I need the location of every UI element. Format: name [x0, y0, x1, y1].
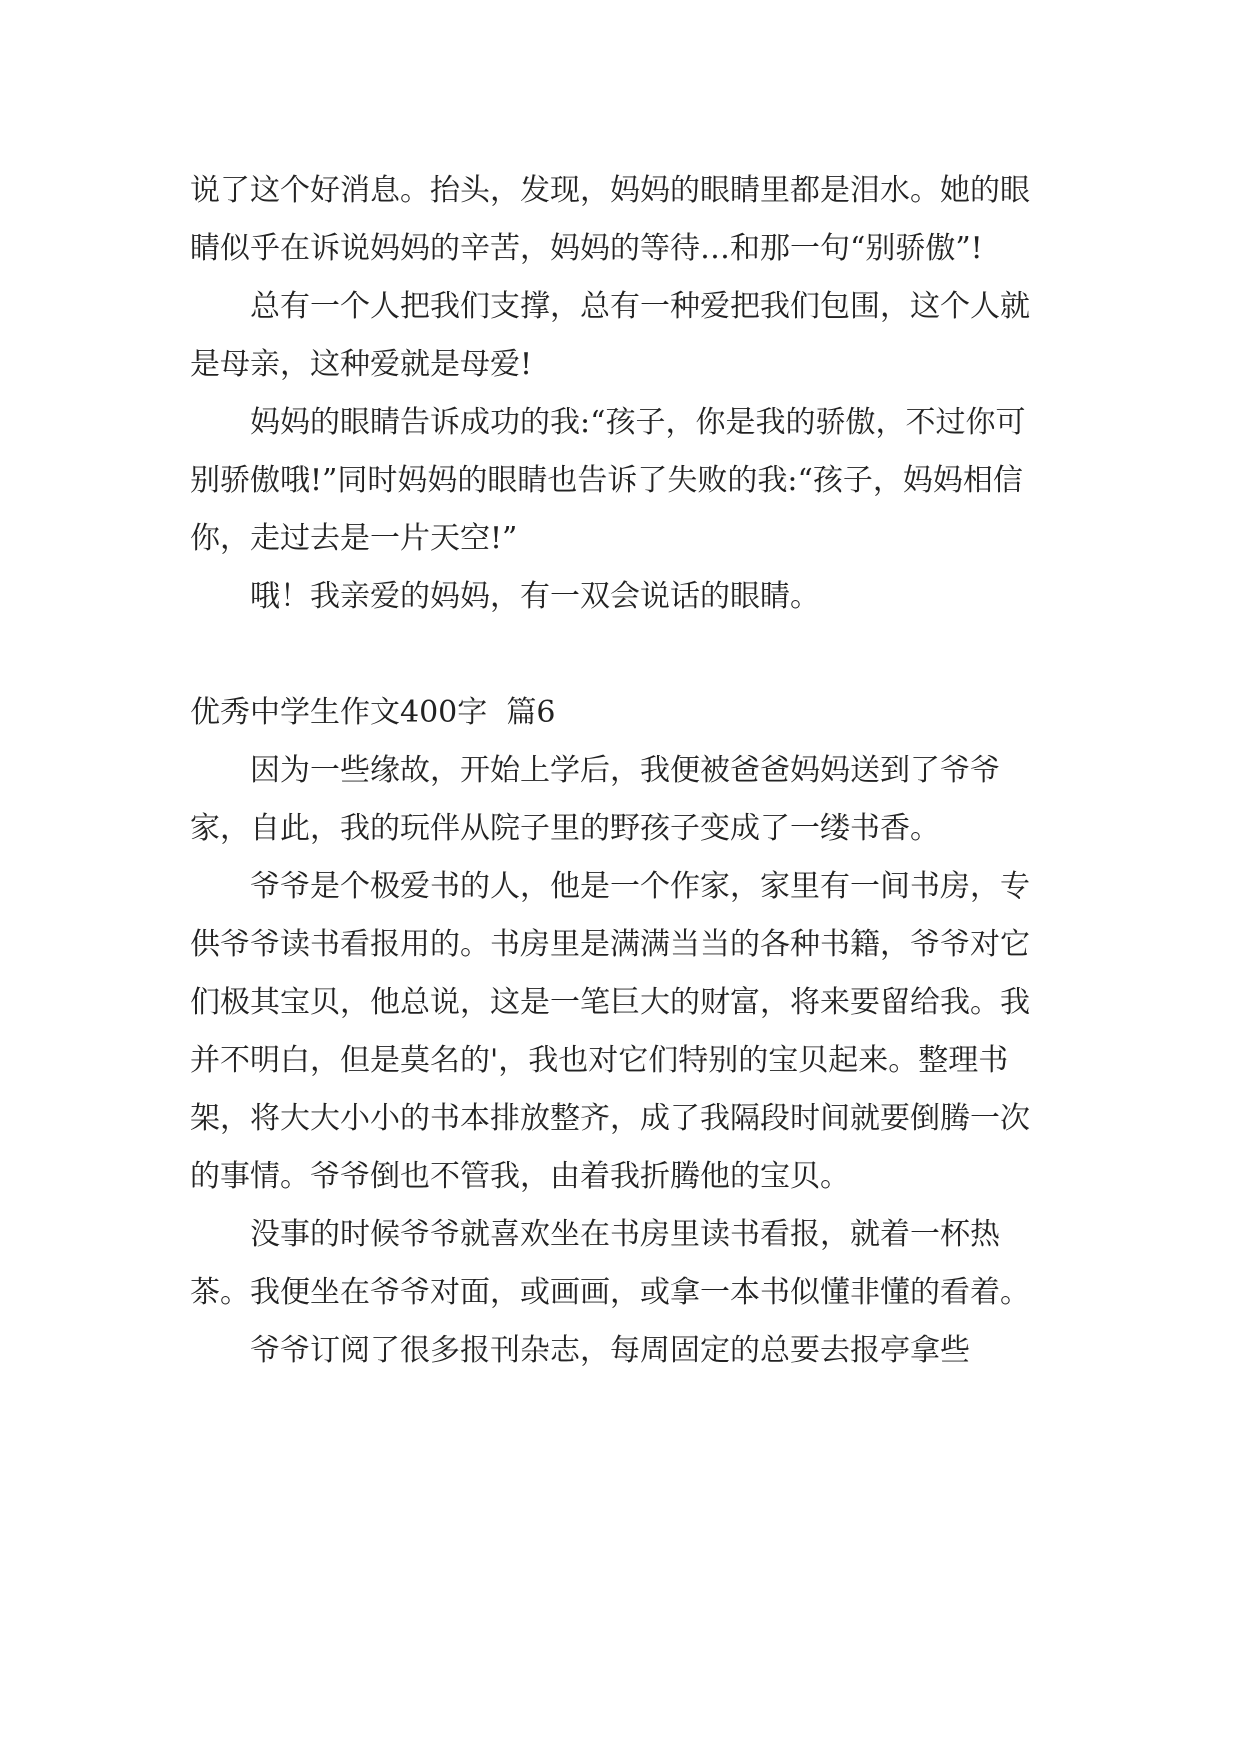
paragraph: 爷爷是个极爱书的人，他是一个作家，家里有一间书房，专供爷爷读书看报用的。书房里是满满当当的各种书籍，爷爷对它们极其宝贝，他总说，这是一笔巨大的财富，将来要留给我。我并不明白，但是莫名的'，我也对它们特别的宝贝起来。整理书架，将大大小小的书本排放整齐，成了我隔段时间就要倒腾一次的事情。爷爷倒也不管我，由着我折腾他的宝贝。	[190, 869, 1030, 1194]
paragraph: 没事的时候爷爷就喜欢坐在书房里读书看报，就着一杯热茶。我便坐在爷爷对面，或画画，或拿一本书似懂非懂的看着。	[190, 1217, 1030, 1310]
document-body	[190, 162, 1050, 1380]
paragraph-continued: 说了这个好消息。抬头，发现，妈妈的眼睛里都是泪水。她的眼睛似乎在诉说妈妈的辛苦，妈妈的等待…和那一句“别骄傲”!	[190, 173, 1030, 266]
section-title: 优秀中学生作文400字 篇6	[190, 695, 556, 730]
paragraph: 哦！我亲爱的妈妈，有一双会说话的眼睛。	[250, 579, 820, 614]
paragraph: 因为一些缘故，开始上学后，我便被爸爸妈妈送到了爷爷家，自此，我的玩伴从院子里的野孩子变成了一缕书香。	[190, 753, 1000, 846]
paragraph: 总有一个人把我们支撑，总有一种爱把我们包围，这个人就是母亲，这种爱就是母爱!	[190, 289, 1030, 382]
paragraph: 妈妈的眼睛告诉成功的我:“孩子，你是我的骄傲，不过你可别骄傲哦!”同时妈妈的眼睛也告诉了失败的我:“孩子，妈妈相信你，走过去是一片天空!”	[190, 405, 1026, 556]
paragraph: 爷爷订阅了很多报刊杂志，每周固定的总要去报亭拿些	[250, 1333, 970, 1368]
